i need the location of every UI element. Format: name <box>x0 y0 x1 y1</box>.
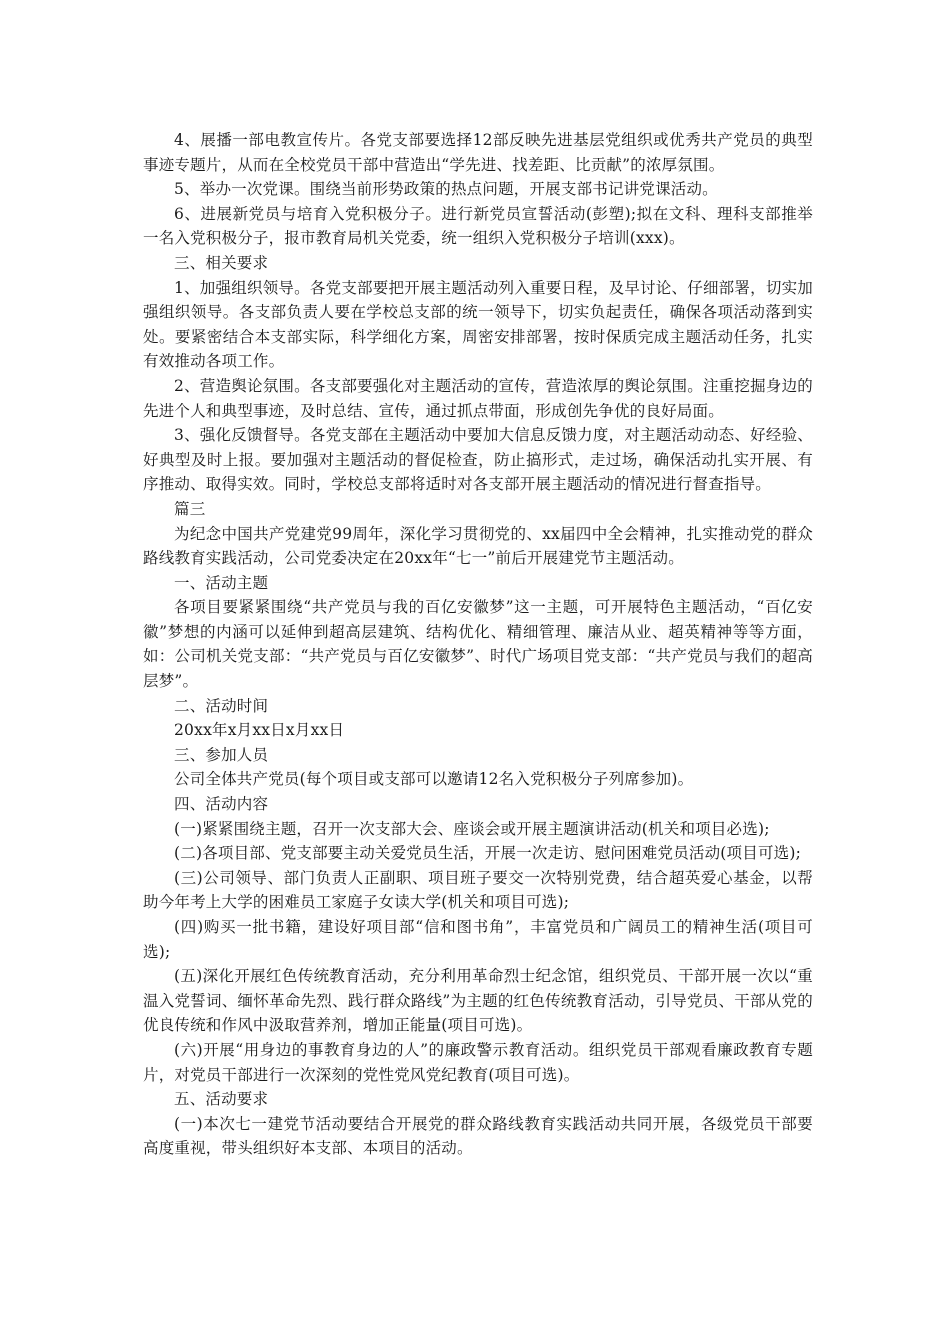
paragraph: (一)紧紧围绕主题，召开一次支部大会、座谈会或开展主题演讲活动(机关和项目必选); <box>174 819 770 838</box>
paragraph: 4、展播一部电教宣传片。各党支部要选择12部反映先进基层党组织或优秀共产党员的典型事迹专题片，从而在全校党员干部中营造出“学先进、找差距、比贡献”的浓厚氛围。 <box>143 131 813 174</box>
section-heading: 一、活动主题 <box>174 573 269 592</box>
paragraph: 5、举办一次党课。围绕当前形势政策的热点问题，开展支部书记讲党课活动。 <box>174 180 718 199</box>
paragraph: (一)本次七一建党节活动要结合开展党的群众路线教育实践活动共同开展，各级党员干部要高度重视，带头组织好本支部、本项目的活动。 <box>143 1114 813 1158</box>
paragraph: 6、进展新党员与培育入党积极分子。进行新党员宣誓活动(彭塑);拟在文科、理科支部推举一名入党积极分子，报市教育局机关党委，统一组织入党积极分子培训(xxx)。 <box>143 204 813 248</box>
paragraph: (五)深化开展红色传统教育活动，充分利用革命烈士纪念馆，组织党员、干部开展一次以“重温入党誓词、缅怀革命先烈、践行群众路线”为主题的红色传统教育活动，引导党员、干部从党的优良传统和作风中汲取营养剂，增加正能量(项目可选)。 <box>143 967 813 1035</box>
document-body <box>143 128 813 1161</box>
section-heading: 三、参加人员 <box>174 745 269 764</box>
paragraph: (四)购买一批书籍，建设好项目部“信和图书角”，丰富党员和广阔员工的精神生活(项目可选); <box>143 918 813 961</box>
section-heading: 二、活动时间 <box>174 696 269 715</box>
paragraph: 3、强化反馈督导。各党支部在主题活动中要加大信息反馈力度，对主题活动动态、好经验、好典型及时上报。要加强对主题活动的督促检查，防止搞形式，走过场，确保活动扎实开展、有序推动、取得实效。同时，学校总支部将适时对各支部开展主题活动的情况进行督查指导。 <box>143 426 813 494</box>
paragraph: 各项目要紧紧围绕“共产党员与我的百亿安徽梦”这一主题，可开展特色主题活动，“百亿安徽”梦想的内涵可以延伸到超高层建筑、结构优化、精细管理、廉洁从业、超英精神等等方面，如：公司机关党支部：“共产党员与百亿安徽梦”、时代广场项目党支部：“共产党员与我们的超高层梦”。 <box>143 598 813 691</box>
paragraph: 2、营造舆论氛围。各支部要强化对主题活动的宣传，营造浓厚的舆论氛围。注重挖掘身边的先进个人和典型事迹，及时总结、宣传，通过抓点带面，形成创先争优的良好局面。 <box>143 376 813 420</box>
paragraph: 1、加强组织领导。各党支部要把开展主题活动列入重要日程，及早讨论、仔细部署，切实加强组织领导。各支部负责人要在学校总支部的统一领导下，切实负起责任，确保各项活动落到实处。要紧密结合本支部实际，科学细化方案，周密安排部署，按时保质完成主题活动任务，扎实有效推动各项工作。 <box>143 278 813 371</box>
paragraph: 公司全体共产党员(每个项目或支部可以邀请12名入党积极分子列席参加)。 <box>174 770 694 789</box>
section-heading: 五、活动要求 <box>174 1090 269 1109</box>
paragraph: (六)开展“用身边的事教育身边的人”的廉政警示教育活动。组织党员干部观看廉政教育专题片，对党员干部进行一次深刻的党性党风党纪教育(项目可选)。 <box>143 1040 813 1084</box>
paragraph: (二)各项目部、党支部要主动关爱党员生活，开展一次走访、慰问困难党员活动(项目可选); <box>174 844 802 863</box>
paragraph: (三)公司领导、部门负责人正副职、项目班子要交一次特别党费，结合超英爱心基金，以帮助今年考上大学的困难员工家庭子女读大学(机关和项目可选); <box>143 868 813 912</box>
paragraph: 20xx年x月xx日x月xx日 <box>174 721 345 740</box>
section-heading: 四、活动内容 <box>174 795 269 814</box>
section-heading: 三、相关要求 <box>174 253 269 272</box>
paragraph: 为纪念中国共产党建党99周年，深化学习贯彻党的、xx届四中全会精神，扎实推动党的群众路线教育实践活动，公司党委决定在20xx年“七一”前后开展建党节主题活动。 <box>143 524 813 568</box>
section-heading: 篇三 <box>174 499 206 518</box>
